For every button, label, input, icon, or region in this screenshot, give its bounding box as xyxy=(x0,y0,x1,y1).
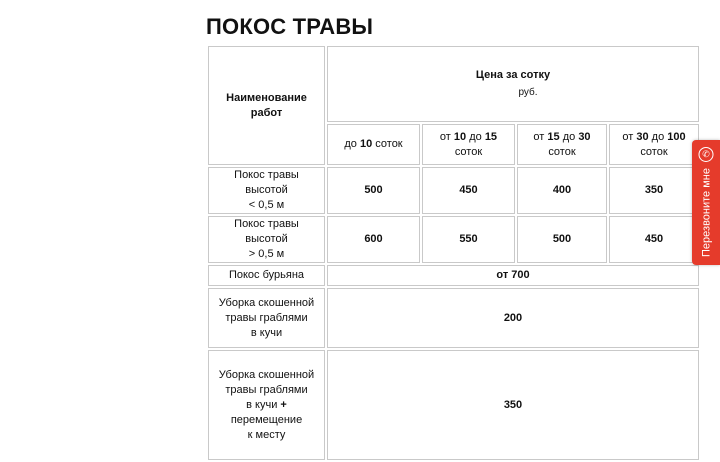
range-header-2: от 10 до 15 соток xyxy=(422,124,515,165)
price-cell: 600 xyxy=(327,216,420,263)
table-row xyxy=(208,265,699,286)
row-name: Покос травы высотой > 0,5 м xyxy=(208,216,325,263)
row-name: Уборка скошенной травы граблями в кучи xyxy=(208,288,325,348)
price-cell: 500 xyxy=(327,167,420,214)
header-price-label: Цена за сотку xyxy=(475,69,551,81)
table-row xyxy=(208,167,699,214)
header-price xyxy=(327,46,699,122)
range-header-4: от 30 до 100 соток xyxy=(609,124,699,165)
range-header-1: до 10 соток xyxy=(327,124,420,165)
price-cell: 350 xyxy=(327,350,699,460)
page-title: ПОКОС ТРАВЫ xyxy=(206,14,374,39)
price-cell: 350 xyxy=(609,167,699,214)
table-row xyxy=(208,350,699,460)
row-name: Уборка скошенной травы граблями в кучи + перемещение к месту xyxy=(208,350,325,460)
callback-button[interactable] xyxy=(692,140,720,265)
table-row xyxy=(208,216,699,263)
price-cell: от 700 xyxy=(327,265,699,286)
price-cell: 450 xyxy=(422,167,515,214)
price-table xyxy=(206,44,701,462)
row-name: Покос бурьяна xyxy=(208,265,325,286)
phone-icon: ✆ xyxy=(699,147,714,162)
price-cell: 200 xyxy=(327,288,699,348)
price-cell: 550 xyxy=(422,216,515,263)
price-cell: 400 xyxy=(517,167,607,214)
row-name: Покос травы высотой < 0,5 м xyxy=(208,167,325,214)
price-cell: 450 xyxy=(609,216,699,263)
price-cell: 500 xyxy=(517,216,607,263)
callback-label: Перезвоните мне xyxy=(700,168,712,257)
header-work-name: Наименование работ xyxy=(208,46,325,165)
range-header-3: от 15 до 30 соток xyxy=(517,124,607,165)
table-row xyxy=(208,288,699,348)
header-price-unit: руб. xyxy=(518,87,538,98)
